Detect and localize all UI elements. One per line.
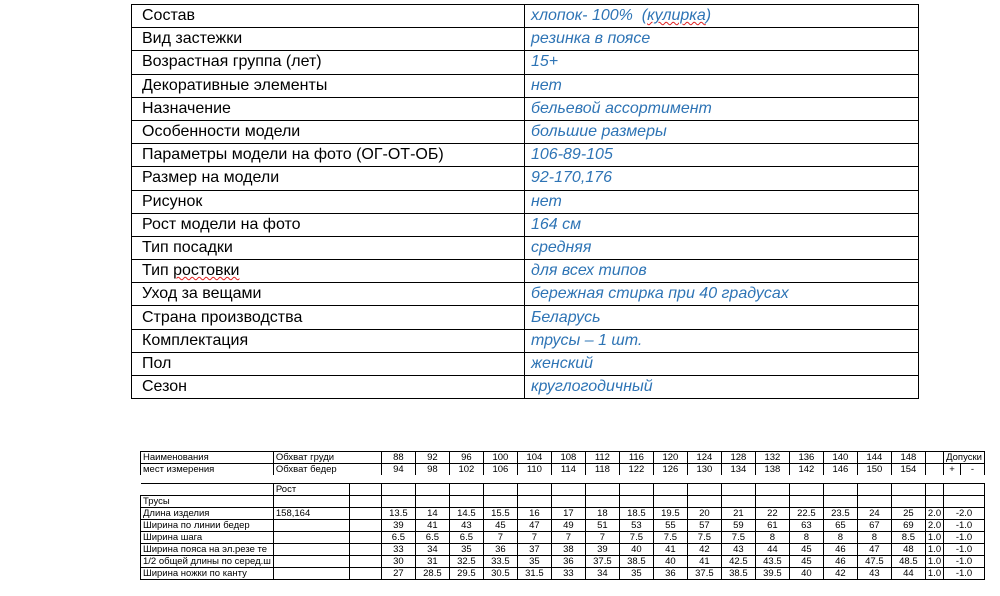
tolerance-minus-value: -1.0 bbox=[944, 520, 985, 532]
measure-value: 49 bbox=[551, 520, 585, 532]
section-label: Трусы bbox=[141, 496, 274, 508]
size-cell bbox=[349, 544, 381, 556]
size-cell bbox=[349, 556, 381, 568]
size-cell bbox=[551, 496, 585, 508]
measure-height bbox=[273, 532, 349, 544]
measure-value: 45 bbox=[789, 544, 823, 556]
spec-value: круглогодичный bbox=[525, 376, 919, 399]
hips-label: Обхват бедер bbox=[273, 464, 381, 476]
size-row bbox=[141, 464, 985, 476]
size-cell bbox=[857, 496, 891, 508]
measure-value: 7.5 bbox=[687, 532, 721, 544]
measure-value: 43 bbox=[721, 544, 755, 556]
chest-size: 132 bbox=[755, 452, 789, 464]
measure-value: 20 bbox=[687, 508, 721, 520]
size-cell bbox=[585, 484, 619, 496]
measure-value: 33.5 bbox=[483, 556, 517, 568]
spec-label: Возрастная группа (лет) bbox=[132, 51, 525, 74]
spec-row bbox=[132, 376, 919, 399]
size-cell bbox=[483, 484, 517, 496]
measure-value: 40 bbox=[789, 568, 823, 580]
measure-value: 14.5 bbox=[449, 508, 483, 520]
measure-value: 59 bbox=[721, 520, 755, 532]
size-cell bbox=[823, 475, 857, 484]
measure-value: 13.5 bbox=[381, 508, 415, 520]
measure-value: 19.5 bbox=[653, 508, 687, 520]
hip-size: 142 bbox=[789, 464, 823, 476]
hip-size: 114 bbox=[551, 464, 585, 476]
size-row bbox=[141, 520, 985, 532]
size-cell bbox=[944, 484, 985, 496]
measure-value: 22.5 bbox=[789, 508, 823, 520]
size-cell bbox=[653, 484, 687, 496]
chest-size: 140 bbox=[823, 452, 857, 464]
measure-value: 48 bbox=[891, 544, 925, 556]
spec-label: Уход за вещами bbox=[132, 283, 525, 306]
measure-value: 18.5 bbox=[619, 508, 653, 520]
measure-value: 27 bbox=[381, 568, 415, 580]
chest-size: 92 bbox=[415, 452, 449, 464]
spec-row bbox=[132, 74, 919, 97]
size-cell bbox=[449, 475, 483, 484]
size-cell bbox=[960, 475, 984, 484]
size-row bbox=[141, 544, 985, 556]
measure-name: Ширина пояса на эл.резе те bbox=[141, 544, 274, 556]
measure-height bbox=[273, 544, 349, 556]
chest-size: 136 bbox=[789, 452, 823, 464]
hip-size: 150 bbox=[857, 464, 891, 476]
size-chart-table bbox=[140, 451, 985, 580]
measure-value: 32.5 bbox=[449, 556, 483, 568]
size-row bbox=[141, 556, 985, 568]
spec-value: трусы – 1 шт. bbox=[525, 329, 919, 352]
spec-value: нет bbox=[525, 190, 919, 213]
measure-value: 47.5 bbox=[857, 556, 891, 568]
tolerance-minus: - bbox=[960, 464, 984, 476]
measure-value: 39.5 bbox=[755, 568, 789, 580]
size-cell bbox=[857, 484, 891, 496]
measure-value: 39 bbox=[585, 544, 619, 556]
size-cell bbox=[273, 475, 349, 484]
size-row bbox=[141, 496, 985, 508]
measure-value: 45 bbox=[483, 520, 517, 532]
size-row bbox=[141, 475, 985, 484]
measure-value: 67 bbox=[857, 520, 891, 532]
chest-size: 112 bbox=[585, 452, 619, 464]
chest-size: 128 bbox=[721, 452, 755, 464]
size-row bbox=[141, 452, 985, 464]
tolerance-plus-value: 1.0 bbox=[925, 544, 943, 556]
measure-value: 41 bbox=[415, 520, 449, 532]
spec-label: Тип посадки bbox=[132, 236, 525, 259]
size-cell bbox=[944, 496, 985, 508]
size-cell bbox=[619, 475, 653, 484]
product-spec-table bbox=[131, 4, 919, 399]
spec-row bbox=[132, 51, 919, 74]
header-name-label: мест измерения bbox=[141, 464, 274, 476]
hip-size: 110 bbox=[517, 464, 551, 476]
measure-name: Ширина ножки по канту bbox=[141, 568, 274, 580]
spec-label: Вид застежки bbox=[132, 28, 525, 51]
size-cell bbox=[415, 496, 449, 508]
spec-label: Комплектация bbox=[132, 329, 525, 352]
spec-row bbox=[132, 144, 919, 167]
size-cell bbox=[551, 484, 585, 496]
size-cell bbox=[349, 532, 381, 544]
measure-height bbox=[273, 556, 349, 568]
measure-value: 7.5 bbox=[653, 532, 687, 544]
size-row bbox=[141, 568, 985, 580]
size-cell bbox=[925, 496, 943, 508]
spec-label-word: ростовки bbox=[173, 262, 240, 280]
tolerance-plus-value: 2.0 bbox=[925, 508, 943, 520]
tolerance-plus-value: 1.0 bbox=[925, 568, 943, 580]
measure-value: 7 bbox=[517, 532, 551, 544]
size-cell bbox=[619, 496, 653, 508]
size-cell bbox=[349, 475, 381, 484]
chest-size: 120 bbox=[653, 452, 687, 464]
hip-size: 94 bbox=[381, 464, 415, 476]
size-cell bbox=[925, 464, 943, 476]
size-cell bbox=[517, 484, 551, 496]
measure-value: 55 bbox=[653, 520, 687, 532]
spec-row bbox=[132, 28, 919, 51]
hip-size: 154 bbox=[891, 464, 925, 476]
measure-value: 23.5 bbox=[823, 508, 857, 520]
spec-row bbox=[132, 329, 919, 352]
spec-value: женский bbox=[525, 352, 919, 375]
size-cell bbox=[141, 475, 274, 484]
measure-value: 8 bbox=[823, 532, 857, 544]
tolerance-plus-value: 1.0 bbox=[925, 532, 943, 544]
measure-value: 34 bbox=[585, 568, 619, 580]
size-cell bbox=[415, 475, 449, 484]
measure-value: 35 bbox=[449, 544, 483, 556]
spec-value: 15+ bbox=[525, 51, 919, 74]
spec-value: большие размеры bbox=[525, 120, 919, 143]
measure-value: 16 bbox=[517, 508, 551, 520]
spec-value: бережная стирка при 40 градусах bbox=[525, 283, 919, 306]
size-cell bbox=[415, 484, 449, 496]
spec-row bbox=[132, 120, 919, 143]
measure-height bbox=[273, 520, 349, 532]
measure-value: 37.5 bbox=[585, 556, 619, 568]
tolerance-minus-value: -1.0 bbox=[944, 544, 985, 556]
measure-value: 65 bbox=[823, 520, 857, 532]
size-cell bbox=[823, 496, 857, 508]
spec-value: средняя bbox=[525, 236, 919, 259]
height-label: Рост bbox=[273, 484, 349, 496]
size-cell bbox=[381, 484, 415, 496]
measure-value: 7 bbox=[585, 532, 619, 544]
measure-value: 17 bbox=[551, 508, 585, 520]
measure-value: 34 bbox=[415, 544, 449, 556]
tolerance-plus-value: 1.0 bbox=[925, 556, 943, 568]
measure-value: 47 bbox=[517, 520, 551, 532]
measure-value: 29.5 bbox=[449, 568, 483, 580]
size-cell bbox=[517, 475, 551, 484]
measure-value: 36 bbox=[551, 556, 585, 568]
spec-row bbox=[132, 213, 919, 236]
tolerance-minus-value: -2.0 bbox=[944, 508, 985, 520]
hip-size: 118 bbox=[585, 464, 619, 476]
size-cell bbox=[483, 496, 517, 508]
size-cell bbox=[755, 496, 789, 508]
measure-value: 38.5 bbox=[619, 556, 653, 568]
chest-label: Обхват груди bbox=[273, 452, 381, 464]
measure-value: 8 bbox=[789, 532, 823, 544]
spec-label: Сезон bbox=[132, 376, 525, 399]
measure-value: 22 bbox=[755, 508, 789, 520]
measure-value: 7 bbox=[483, 532, 517, 544]
measure-value: 7 bbox=[551, 532, 585, 544]
spec-label: Состав bbox=[132, 5, 525, 28]
spec-row bbox=[132, 260, 919, 283]
spec-row bbox=[132, 352, 919, 375]
measure-name: Длина изделия bbox=[141, 508, 274, 520]
size-cell bbox=[789, 484, 823, 496]
size-cell bbox=[789, 496, 823, 508]
measure-value: 8 bbox=[857, 532, 891, 544]
tolerance-plus-value: 2.0 bbox=[925, 520, 943, 532]
measure-value: 35 bbox=[517, 556, 551, 568]
measure-value: 37.5 bbox=[687, 568, 721, 580]
measure-height: 158,164 bbox=[273, 508, 349, 520]
measure-value: 44 bbox=[755, 544, 789, 556]
measure-value: 48.5 bbox=[891, 556, 925, 568]
spec-label: Страна производства bbox=[132, 306, 525, 329]
size-cell bbox=[687, 496, 721, 508]
size-cell bbox=[755, 484, 789, 496]
measure-value: 25 bbox=[891, 508, 925, 520]
hip-size: 98 bbox=[415, 464, 449, 476]
measure-value: 63 bbox=[789, 520, 823, 532]
spec-label: Тип ростовки bbox=[132, 260, 525, 283]
measure-value: 37 bbox=[517, 544, 551, 556]
hip-size: 126 bbox=[653, 464, 687, 476]
size-cell bbox=[789, 475, 823, 484]
tolerance-minus-value: -1.0 bbox=[944, 532, 985, 544]
measure-value: 45 bbox=[789, 556, 823, 568]
spec-value: для всех типов bbox=[525, 260, 919, 283]
measure-name: Ширина по линии бедер bbox=[141, 520, 274, 532]
measure-value: 30.5 bbox=[483, 568, 517, 580]
spec-value-word: кулирка bbox=[647, 7, 706, 25]
measure-value: 42 bbox=[687, 544, 721, 556]
chest-size: 144 bbox=[857, 452, 891, 464]
chest-size: 124 bbox=[687, 452, 721, 464]
chest-size: 104 bbox=[517, 452, 551, 464]
size-cell bbox=[349, 520, 381, 532]
hip-size: 138 bbox=[755, 464, 789, 476]
measure-value: 35 bbox=[619, 568, 653, 580]
hip-size: 130 bbox=[687, 464, 721, 476]
measure-value: 43 bbox=[449, 520, 483, 532]
size-cell bbox=[273, 496, 349, 508]
measure-value: 21 bbox=[721, 508, 755, 520]
measure-value: 7.5 bbox=[619, 532, 653, 544]
size-cell bbox=[449, 496, 483, 508]
measure-value: 36 bbox=[483, 544, 517, 556]
chest-size: 148 bbox=[891, 452, 925, 464]
hip-size: 106 bbox=[483, 464, 517, 476]
size-cell bbox=[381, 475, 415, 484]
hip-size: 122 bbox=[619, 464, 653, 476]
size-cell bbox=[721, 496, 755, 508]
measure-value: 38 bbox=[551, 544, 585, 556]
size-cell bbox=[449, 484, 483, 496]
spec-row bbox=[132, 283, 919, 306]
measure-value: 46 bbox=[823, 544, 857, 556]
measure-value: 40 bbox=[619, 544, 653, 556]
size-row bbox=[141, 532, 985, 544]
size-cell bbox=[823, 484, 857, 496]
chest-size: 116 bbox=[619, 452, 653, 464]
measure-value: 7.5 bbox=[721, 532, 755, 544]
measure-value: 41 bbox=[687, 556, 721, 568]
measure-value: 8 bbox=[755, 532, 789, 544]
size-cell bbox=[483, 475, 517, 484]
measure-value: 42.5 bbox=[721, 556, 755, 568]
spec-value: бельевой ассортимент bbox=[525, 97, 919, 120]
header-name-label: Наименования bbox=[141, 452, 274, 464]
size-cell bbox=[925, 475, 943, 484]
size-cell bbox=[687, 484, 721, 496]
spec-label: Рост модели на фото bbox=[132, 213, 525, 236]
size-cell bbox=[925, 452, 943, 464]
size-cell bbox=[619, 484, 653, 496]
measure-value: 31.5 bbox=[517, 568, 551, 580]
size-cell bbox=[891, 484, 925, 496]
size-row bbox=[141, 508, 985, 520]
tolerance-minus-value: -1.0 bbox=[944, 556, 985, 568]
size-cell bbox=[349, 508, 381, 520]
size-cell bbox=[891, 496, 925, 508]
hip-size: 146 bbox=[823, 464, 857, 476]
size-cell bbox=[381, 496, 415, 508]
measure-value: 42 bbox=[823, 568, 857, 580]
size-cell bbox=[517, 496, 551, 508]
chest-size: 96 bbox=[449, 452, 483, 464]
measure-value: 53 bbox=[619, 520, 653, 532]
measure-value: 36 bbox=[653, 568, 687, 580]
spec-label: Рисунок bbox=[132, 190, 525, 213]
measure-height bbox=[273, 568, 349, 580]
spec-label: Назначение bbox=[132, 97, 525, 120]
measure-name: Ширина шага bbox=[141, 532, 274, 544]
tolerance-plus: + bbox=[944, 464, 961, 476]
spec-value: 164 см bbox=[525, 213, 919, 236]
measure-value: 30 bbox=[381, 556, 415, 568]
size-cell bbox=[585, 496, 619, 508]
size-cell bbox=[944, 475, 961, 484]
size-row bbox=[141, 484, 985, 496]
size-cell bbox=[653, 496, 687, 508]
chest-size: 108 bbox=[551, 452, 585, 464]
hip-size: 134 bbox=[721, 464, 755, 476]
spec-row bbox=[132, 190, 919, 213]
spec-value: 92-170,176 bbox=[525, 167, 919, 190]
measure-value: 15.5 bbox=[483, 508, 517, 520]
spec-row bbox=[132, 306, 919, 329]
measure-value: 18 bbox=[585, 508, 619, 520]
size-cell bbox=[687, 475, 721, 484]
spec-value: 106-89-105 bbox=[525, 144, 919, 167]
chest-size: 88 bbox=[381, 452, 415, 464]
spec-label: Декоративные элементы bbox=[132, 74, 525, 97]
measure-value: 6.5 bbox=[449, 532, 483, 544]
measure-value: 40 bbox=[653, 556, 687, 568]
size-cell bbox=[349, 484, 381, 496]
size-cell bbox=[755, 475, 789, 484]
measure-value: 28.5 bbox=[415, 568, 449, 580]
measure-value: 61 bbox=[755, 520, 789, 532]
spec-label: Параметры модели на фото (ОГ-ОТ-ОБ) bbox=[132, 144, 525, 167]
measure-value: 33 bbox=[551, 568, 585, 580]
size-cell bbox=[721, 484, 755, 496]
measure-value: 8.5 bbox=[891, 532, 925, 544]
spec-row bbox=[132, 167, 919, 190]
measure-value: 31 bbox=[415, 556, 449, 568]
spec-value: нет bbox=[525, 74, 919, 97]
spec-row bbox=[132, 5, 919, 28]
measure-value: 38.5 bbox=[721, 568, 755, 580]
tolerance-label: Допуски bbox=[944, 452, 985, 464]
measure-value: 6.5 bbox=[415, 532, 449, 544]
size-cell bbox=[721, 475, 755, 484]
measure-value: 51 bbox=[585, 520, 619, 532]
measure-value: 39 bbox=[381, 520, 415, 532]
spec-value: резинка в поясе bbox=[525, 28, 919, 51]
size-cell bbox=[349, 568, 381, 580]
measure-value: 41 bbox=[653, 544, 687, 556]
spec-label: Пол bbox=[132, 352, 525, 375]
spec-label: Особенности модели bbox=[132, 120, 525, 143]
size-cell bbox=[585, 475, 619, 484]
size-cell bbox=[349, 496, 381, 508]
measure-value: 24 bbox=[857, 508, 891, 520]
spec-row bbox=[132, 236, 919, 259]
size-cell bbox=[551, 475, 585, 484]
measure-value: 44 bbox=[891, 568, 925, 580]
spec-row bbox=[132, 97, 919, 120]
chest-size: 100 bbox=[483, 452, 517, 464]
spec-value: Беларусь bbox=[525, 306, 919, 329]
measure-value: 46 bbox=[823, 556, 857, 568]
spec-value: хлопок- 100% (кулирка) bbox=[525, 5, 919, 28]
size-cell bbox=[891, 475, 925, 484]
size-cell bbox=[925, 484, 943, 496]
measure-value: 43 bbox=[857, 568, 891, 580]
measure-value: 57 bbox=[687, 520, 721, 532]
spec-label: Размер на модели bbox=[132, 167, 525, 190]
size-cell bbox=[857, 475, 891, 484]
measure-name: 1/2 общей длины по серед.ш bbox=[141, 556, 274, 568]
measure-value: 47 bbox=[857, 544, 891, 556]
measure-value: 33 bbox=[381, 544, 415, 556]
tolerance-minus-value: -1.0 bbox=[944, 568, 985, 580]
measure-value: 43.5 bbox=[755, 556, 789, 568]
measure-value: 69 bbox=[891, 520, 925, 532]
measure-value: 14 bbox=[415, 508, 449, 520]
measure-value: 6.5 bbox=[381, 532, 415, 544]
hip-size: 102 bbox=[449, 464, 483, 476]
size-cell bbox=[653, 475, 687, 484]
size-cell bbox=[141, 484, 274, 496]
